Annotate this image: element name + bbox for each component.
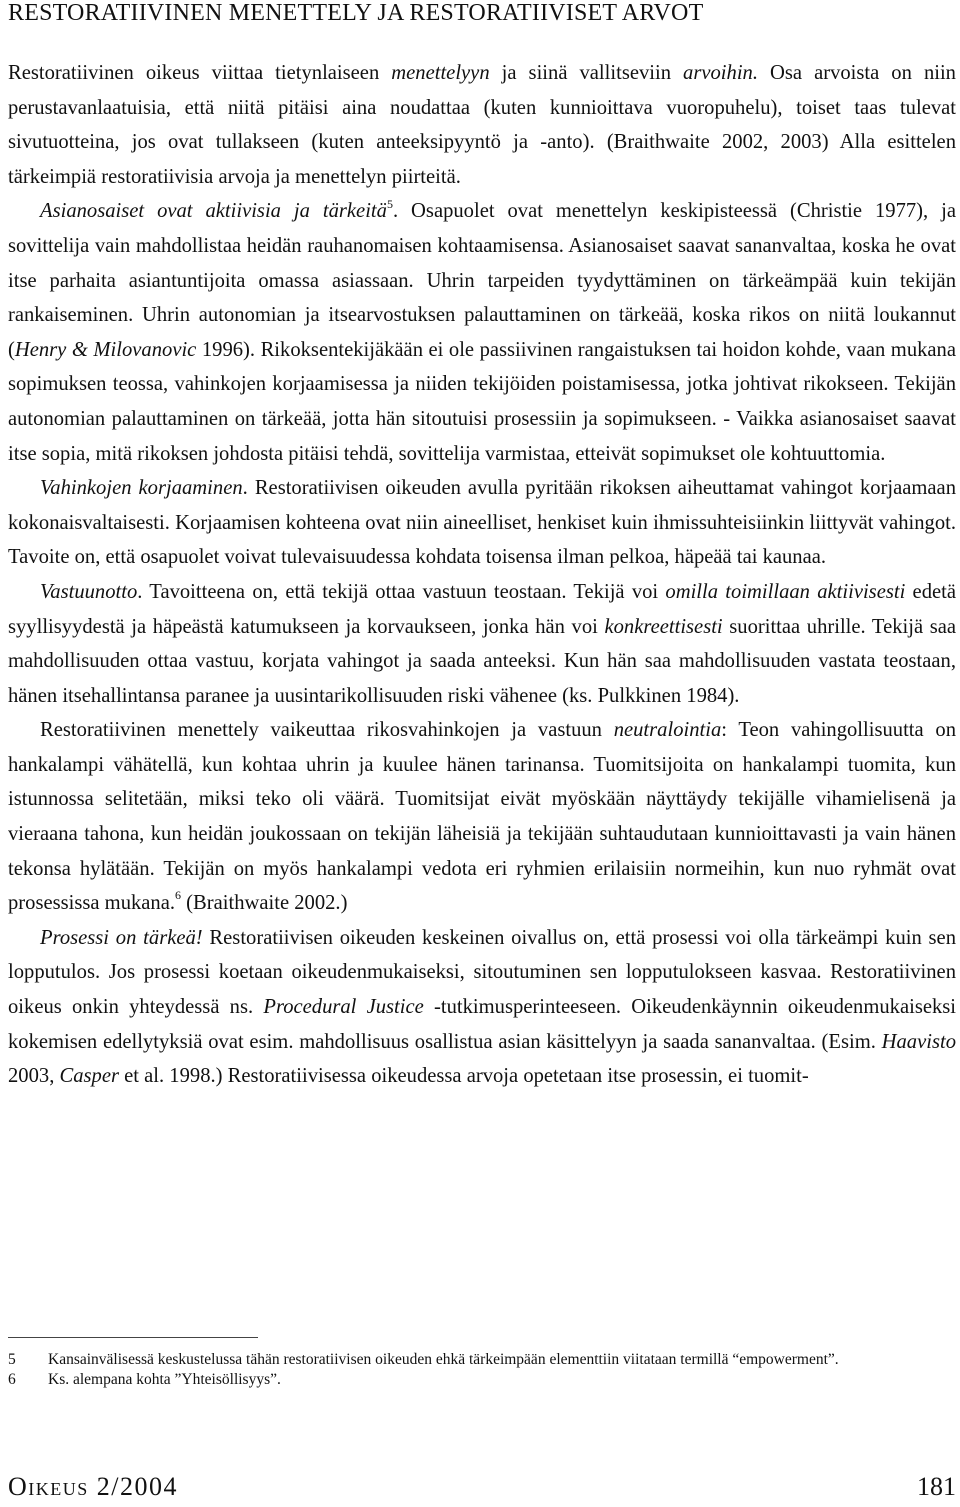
text-run: edetä syyllisyydestä ja häpeästä katumukseen ja korvaukseen, jonka hän voi — [8, 580, 956, 638]
page-number: 181 — [917, 1472, 956, 1501]
paragraph-asianosaiset — [8, 194, 956, 471]
emphasis-menettely: menettelyyn — [391, 62, 490, 84]
emphasis: konkreettisesti — [604, 615, 723, 638]
footnote — [8, 1350, 956, 1370]
text-run: Osa arvoista on niin perustavanlaatuisia, että niitä pitäisi aina noudattaa (kuten kunnioittava vuoropuhelu), toiset taas tulevat sivutuotteina, jos ovat tullakseen (kuten anteeksipyyntö ja -anto). (Braithwaite 2002, 2003) Alla esittelen tärkeimpiä restoratiivisia arvoja ja menettelyn piirteitä. — [8, 62, 956, 188]
citation-author: Haavisto — [881, 1030, 956, 1053]
run-in-heading: Vastuunotto — [40, 580, 138, 603]
text-run: 2003, — [8, 1065, 60, 1088]
text-run: 1996). Rikoksentekijäkään ei ole passiivinen rangaistuksen tai hoidon kohde, vaan mukana sopimuksen teossa, vahinkojen korjaamisessa ja niiden tekijöiden poistamisessa, jotka johtivat rikokseen. Tekijän autonomian palauttaminen on tärkeää, jotta hän sitoutuisi prosessiin ja sopimukseen. - Vaikka asianosaiset saavat itse sopia, mitä rikoksen johdosta pitäisi tehdä, sovittelija varmistaa, etteivät sopimukset ole kohtuuttomia. — [8, 338, 956, 465]
text-run: . Osapuolet ovat menettelyn keskipisteessä (Christie 1977), ja sovittelija vain mahdollistaa heidän rauhanomaisen kohtaamisensa. Asianosaiset saavat sananvaltaa, koska he ovat itse parhaita asiantuntijoita omassa asiassaan. Uhrin tarpeiden tyydyttäminen on tärkeämpää kuin tekijän rankaiseminen. Uhrin autonomian ja itsearvostuksen palauttaminen on tärkeää, koska rikos on niitä loukannut ( — [8, 200, 956, 361]
run-in-heading: Asianosaiset ovat aktiivisia ja tärkeitä — [40, 200, 387, 223]
emphasis: neutralointia — [613, 719, 722, 742]
text-run: : Teon vahingollisuutta on hankalampi vähätellä, kun kohtaa uhrin ja kuulee hänen tarinansa. Tuomitsijoita on hankalampi tuomita, kun istunnossa selitetään, miksi teko oli väärä. Tuomitsijat eivät myöskään näyttäydy tekijälle vihamielisenä ja vieraana tahona, kun heidän joukossaan on tekijän läheisiä ja tekijään suhtaudutaan kunnioittavasti ja vain hänen tekonsa hylätään. Tekijän on myös hankalampi vedota eri ryhmien erilaisiin normeihin, kun nuo ryhmät ovat prosessissa mukana. — [8, 719, 956, 915]
text-run: . Restoratiivisen oikeuden avulla pyritään rikoksen aiheuttamat vahingot korjaamaan kokonaisvaltaisesti. Korjaamisen kohteena ovat niin aineelliset, henkiset kuin ihmissuhteisiinkin liittyvät vahingot. Tavoite on, että osapuolet voivat tulevaisuudessa kohdata toisensa ilman pelkoa, häpeää tai kaunaa. — [8, 477, 956, 569]
citation-author: Casper — [59, 1065, 119, 1088]
citation-authors: Henry & Milovanovic — [14, 338, 197, 361]
text-run: Restoratiivinen oikeus viittaa tietynlaiseen — [8, 62, 392, 84]
paragraph-vahinkojen-korjaaminen — [8, 471, 956, 575]
emphasis-arvot: arvoihin. — [683, 62, 758, 84]
body-text — [8, 56, 956, 1094]
section-heading: RESTORATIIVINEN MENETTELY JA RESTORATIIVISET ARVOT — [8, 0, 704, 26]
text-run: et al. 1998.) Restoratiivisessa oikeudessa arvoja opetetaan itse prosessin, ei tuomit- — [118, 1065, 809, 1088]
run-in-heading: Prosessi on tärkeä! — [40, 926, 203, 949]
footnote-divider — [8, 1337, 258, 1338]
journal-name: Oikeus 2/2004 — [8, 1472, 178, 1501]
footnote-number: 6 — [8, 1371, 16, 1388]
text-run: -tutkimusperinteeseen. Oikeudenkäynnin oikeudenmukaiseksi kokemisen edellytyksiä ovat esim. mahdollisuus osallistua asian käsittelyyn ja saada sananvaltaa. (Esim. — [8, 996, 957, 1053]
paragraph-neutralointi — [8, 713, 956, 921]
text-run: (Braithwaite 2002.) — [181, 892, 348, 915]
run-in-heading: Vahinkojen korjaaminen — [40, 477, 243, 500]
footnote-text: Ks. alempana kohta ”Yhteisöllisyys”. — [48, 1371, 281, 1388]
footnote — [8, 1370, 956, 1390]
footnote-ref-5: 5 — [386, 196, 393, 211]
emphasis: omilla toimillaan aktiivisesti — [665, 580, 906, 603]
paragraph-prosessi — [8, 921, 956, 1094]
footnotes — [8, 1350, 956, 1390]
text-run: suorittaa uhrille. Tekijä saa mahdollisuuden ottaa vastuu, korjata vahingot ja saada anteeksi. Kun hän saa mahdollisuuden vastata teostaan, hänen itsehallintansa paranee ja uusintarikollisuuden riski vähenee (ks. Pulkkinen 1984). — [8, 615, 956, 707]
footnote-ref-6: 6 — [175, 888, 182, 903]
footnote-text: Kansainvälisessä keskustelussa tähän restoratiivisen oikeuden ehkä tärkeimpään elementtiin viitataan termillä “empowerment”. — [48, 1351, 839, 1368]
footnote-number: 5 — [8, 1351, 16, 1368]
text-run: ja siinä vallitseviin — [489, 62, 684, 84]
paragraph-intro — [8, 56, 956, 194]
text-run: . Tavoitteena on, että tekijä ottaa vastuun teostaan. Tekijä voi — [137, 580, 666, 603]
paragraph-vastuunotto — [8, 575, 956, 713]
emphasis: Procedural Justice — [263, 996, 424, 1019]
text-run: Restoratiivisen oikeuden keskeinen oivallus on, että prosessi voi olla tärkeämpi kuin sen lopputulos. Jos prosessi koetaan oikeudenmukaiseksi, sitoutuminen sen lopputulokseen kasvaa. Restoratiivinen oikeus onkin yhteydessä ns. — [8, 926, 956, 1019]
text-run: Restoratiivinen menettely vaikeuttaa rikosvahinkojen ja vastuun — [40, 719, 614, 742]
